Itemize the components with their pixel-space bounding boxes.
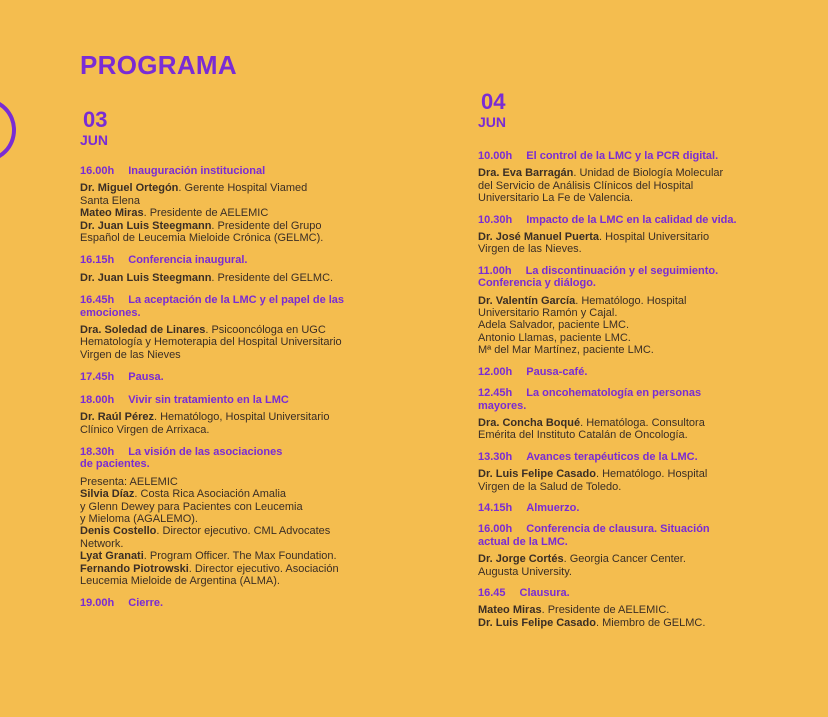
event-detail-line bbox=[478, 243, 798, 255]
event-heading bbox=[80, 394, 425, 406]
event-time: 13.30h bbox=[478, 450, 513, 463]
detail-text: . Miembro de GELMC. bbox=[595, 616, 706, 629]
detail-text: Presenta: AELEMIC bbox=[80, 475, 178, 488]
event-detail-line bbox=[80, 232, 425, 244]
event-heading bbox=[80, 294, 425, 319]
event-detail-line bbox=[478, 307, 798, 319]
detail-text: Adela Salvador, paciente LMC. bbox=[478, 319, 630, 332]
detail-text: . Presidente del Grupo bbox=[211, 219, 322, 232]
event-detail-line bbox=[478, 566, 798, 578]
schedule-event bbox=[80, 446, 425, 587]
speaker-name: Dr. Luis Felipe Casado bbox=[478, 616, 596, 629]
event-title: Impacto de la LMC en la calidad de vida. bbox=[526, 213, 737, 226]
detail-text: Universitario Ramón y Cajal. bbox=[478, 307, 618, 320]
event-detail-line bbox=[80, 349, 425, 361]
detail-text: . Hospital Universitario bbox=[599, 231, 710, 244]
detail-text: Santa Elena bbox=[80, 194, 140, 207]
detail-text: . Psicooncóloga en UGC bbox=[205, 324, 326, 337]
speaker-name: Dr. José Manuel Puerta bbox=[478, 231, 600, 244]
schedule-event bbox=[478, 214, 798, 256]
event-title: Clausura. bbox=[519, 586, 570, 599]
event-list bbox=[80, 165, 425, 610]
event-heading bbox=[80, 165, 425, 177]
event-time: 10.30h bbox=[478, 213, 513, 226]
event-time: 16.00h bbox=[80, 165, 115, 177]
speaker-name: Dr. Juan Luis Steegmann bbox=[80, 219, 212, 232]
event-heading bbox=[80, 371, 425, 383]
schedule-event bbox=[478, 265, 798, 357]
page-title: PROGRAMA bbox=[80, 50, 237, 80]
speaker-name: Dra. Eva Barragán bbox=[478, 167, 574, 180]
event-title: Almuerzo. bbox=[526, 501, 580, 514]
event-title-continued: Conferencia y diálogo. bbox=[478, 277, 596, 290]
event-title-continued: mayores. bbox=[478, 399, 527, 412]
detail-text: . Georgia Cancer Center. bbox=[563, 553, 686, 566]
event-heading bbox=[80, 597, 425, 609]
detail-text: . Costa Rica Asociación Amalia bbox=[134, 488, 287, 501]
schedule-event bbox=[478, 451, 798, 493]
event-time: 19.00h bbox=[80, 597, 115, 610]
event-title: El control de la LMC y la PCR digital. bbox=[526, 150, 719, 162]
detail-text: Clínico Virgen de Arrixaca. bbox=[80, 423, 210, 436]
day-number: 03 bbox=[83, 107, 108, 132]
event-detail-line bbox=[478, 617, 798, 629]
event-title: Pausa-café. bbox=[526, 365, 588, 378]
schedule-event bbox=[478, 150, 798, 205]
event-detail-line bbox=[80, 424, 425, 436]
event-detail-line bbox=[478, 295, 798, 307]
speaker-name: Dr. Luis Felipe Casado bbox=[478, 468, 596, 481]
event-detail-line bbox=[80, 488, 425, 500]
detail-text: Antonio Llamas, paciente LMC. bbox=[478, 331, 631, 344]
event-title: Pausa. bbox=[128, 371, 164, 384]
event-heading bbox=[478, 451, 798, 463]
event-title: La discontinuación y el seguimiento. bbox=[525, 264, 719, 277]
detail-text: Augusta University. bbox=[478, 565, 572, 578]
schedule-event bbox=[478, 387, 798, 442]
event-detail-line bbox=[80, 411, 425, 423]
detail-text: Virgen de la Salud de Toledo. bbox=[478, 480, 622, 493]
event-heading bbox=[478, 523, 798, 548]
schedule-event bbox=[80, 394, 425, 436]
event-time: 16.00h bbox=[478, 523, 513, 536]
event-detail-line bbox=[80, 182, 425, 194]
speaker-name: Denis Costello bbox=[80, 525, 157, 538]
event-time: 16.45h bbox=[80, 294, 115, 307]
speaker-name: Dr. Miguel Ortegón bbox=[80, 182, 179, 195]
detail-text: . Hematólogo. Hospital bbox=[575, 294, 687, 307]
detail-text: . Presidente de AELEMIC. bbox=[541, 604, 670, 617]
schedule-event bbox=[80, 371, 425, 383]
speaker-name: Dr. Valentín García bbox=[478, 294, 576, 307]
event-detail-line bbox=[478, 319, 798, 331]
event-heading bbox=[478, 214, 798, 226]
detail-text: . Hematólogo. Hospital bbox=[595, 468, 708, 481]
event-detail-line bbox=[478, 167, 798, 179]
detail-text: Español de Leucemia Mieloide Crónica (GELMC). bbox=[80, 232, 324, 245]
event-heading bbox=[478, 150, 798, 162]
detail-text: Mª del Mar Martínez, paciente LMC. bbox=[478, 344, 654, 357]
detail-text: . Hematólogo, Hospital Universitario bbox=[153, 411, 330, 424]
speaker-name: Lyat Granati bbox=[80, 550, 144, 563]
detail-text: . Program Officer. The Max Foundation. bbox=[143, 550, 337, 563]
detail-text: Universitario La Fe de Valencia. bbox=[478, 192, 634, 205]
speaker-name: Dr. Juan Luis Steegmann bbox=[80, 271, 212, 284]
detail-text: Virgen de las Nieves. bbox=[478, 243, 582, 256]
event-heading bbox=[478, 587, 798, 599]
detail-text: Hematología y Hemoterapia del Hospital Universitario bbox=[80, 336, 342, 349]
schedule-event bbox=[478, 502, 798, 514]
event-detail-line bbox=[80, 476, 425, 488]
day-column-04 bbox=[478, 90, 798, 638]
event-title-continued: actual de la LMC. bbox=[478, 535, 568, 548]
speaker-name: Mateo Miras bbox=[80, 207, 144, 220]
event-detail-line bbox=[80, 550, 425, 562]
event-detail-line bbox=[80, 538, 425, 550]
event-detail-line bbox=[80, 272, 425, 284]
detail-text: Leucemia Mieloide de Argentina (ALMA). bbox=[80, 574, 280, 587]
event-title-continued: de pacientes. bbox=[80, 458, 150, 471]
speaker-name: Fernando Piotrowski bbox=[80, 562, 189, 575]
schedule-event bbox=[80, 294, 425, 361]
event-title: Vivir sin tratamiento en la LMC bbox=[128, 393, 289, 406]
detail-text: . Presidente de AELEMIC bbox=[143, 207, 269, 220]
event-heading bbox=[80, 254, 425, 266]
event-detail-line bbox=[478, 180, 798, 192]
event-detail-line bbox=[80, 195, 425, 207]
detail-text: . Director ejecutivo. Asociación bbox=[188, 562, 339, 575]
event-title: Cierre. bbox=[128, 597, 164, 610]
event-detail-line bbox=[478, 468, 798, 480]
detail-text: del Servicio de Análisis Clínicos del Hospital bbox=[478, 179, 694, 192]
event-title-continued: emociones. bbox=[80, 306, 141, 319]
event-detail-line bbox=[80, 513, 425, 525]
event-time: 16.45 bbox=[478, 586, 506, 599]
event-heading bbox=[478, 387, 798, 412]
event-detail-line bbox=[478, 332, 798, 344]
speaker-name: Dr. Jorge Cortés bbox=[478, 553, 564, 566]
detail-text: . Hematóloga. Consultora bbox=[580, 416, 705, 429]
event-time: 16.15h bbox=[80, 254, 115, 267]
event-time: 12.00h bbox=[478, 365, 513, 378]
event-detail-line bbox=[478, 192, 798, 204]
speaker-name: Dr. Raúl Pérez bbox=[80, 411, 154, 424]
detail-text: Emérita del Instituto Catalán de Oncología. bbox=[478, 429, 688, 442]
event-list bbox=[478, 150, 798, 629]
event-detail-line bbox=[478, 231, 798, 243]
speaker-name: Dra. Soledad de Linares bbox=[80, 324, 206, 337]
event-detail-line bbox=[80, 525, 425, 537]
event-title: La aceptación de la LMC y el papel de las bbox=[128, 294, 345, 307]
event-title: Inauguración institucional bbox=[128, 165, 266, 177]
event-time: 10.00h bbox=[478, 150, 513, 162]
event-detail-line bbox=[80, 220, 425, 232]
event-detail-line bbox=[80, 207, 425, 219]
event-title: La visión de las asociaciones bbox=[128, 445, 283, 458]
detail-text: . Gerente Hospital Viamed bbox=[178, 182, 308, 195]
decorative-ring bbox=[0, 98, 16, 162]
event-time: 18.00h bbox=[80, 393, 115, 406]
event-detail-line bbox=[478, 553, 798, 565]
speaker-name: Dra. Concha Boqué bbox=[478, 416, 581, 429]
detail-text: . Presidente del GELMC. bbox=[211, 271, 334, 284]
event-title: Conferencia de clausura. Situación bbox=[526, 523, 710, 536]
schedule-event bbox=[478, 523, 798, 578]
event-detail-line bbox=[478, 604, 798, 616]
detail-text: y Mieloma (AGALEMO). bbox=[80, 512, 198, 525]
schedule-event bbox=[80, 597, 425, 609]
schedule-event bbox=[80, 165, 425, 244]
event-time: 14.15h bbox=[478, 501, 513, 514]
event-detail-line bbox=[80, 324, 425, 336]
speaker-name: Mateo Miras bbox=[478, 604, 542, 617]
day-column-03 bbox=[80, 108, 425, 620]
detail-text: . Director ejecutivo. CML Advocates bbox=[156, 525, 331, 538]
event-detail-line bbox=[478, 481, 798, 493]
schedule-event bbox=[478, 366, 798, 378]
day-month: JUN bbox=[478, 114, 507, 130]
event-heading bbox=[478, 502, 798, 514]
event-heading bbox=[478, 265, 798, 290]
event-detail-line bbox=[478, 417, 798, 429]
detail-text: Network. bbox=[80, 537, 124, 550]
event-detail-line bbox=[80, 336, 425, 348]
event-detail-line bbox=[80, 575, 425, 587]
schedule-event bbox=[80, 254, 425, 284]
detail-text: Virgen de las Nieves bbox=[80, 348, 181, 361]
day-month: JUN bbox=[80, 132, 109, 148]
event-time: 18.30h bbox=[80, 445, 115, 458]
schedule-event bbox=[478, 587, 798, 629]
event-detail-line bbox=[478, 429, 798, 441]
event-title: Avances terapéuticos de la LMC. bbox=[526, 450, 698, 463]
event-time: 11.00h bbox=[478, 264, 512, 277]
event-detail-line bbox=[80, 563, 425, 575]
event-heading bbox=[478, 366, 798, 378]
event-time: 12.45h bbox=[478, 387, 513, 400]
detail-text: y Glenn Dewey para Pacientes con Leucemia bbox=[80, 500, 303, 513]
day-number: 04 bbox=[481, 89, 506, 114]
event-title: Conferencia inaugural. bbox=[128, 254, 248, 267]
event-time: 17.45h bbox=[80, 371, 115, 384]
event-title: La oncohematología en personas bbox=[526, 387, 702, 400]
event-heading bbox=[80, 446, 425, 471]
detail-text: . Unidad de Biología Molecular bbox=[573, 167, 724, 180]
speaker-name: Silvia Díaz bbox=[80, 488, 135, 501]
event-detail-line bbox=[478, 344, 798, 356]
event-detail-line bbox=[80, 501, 425, 513]
